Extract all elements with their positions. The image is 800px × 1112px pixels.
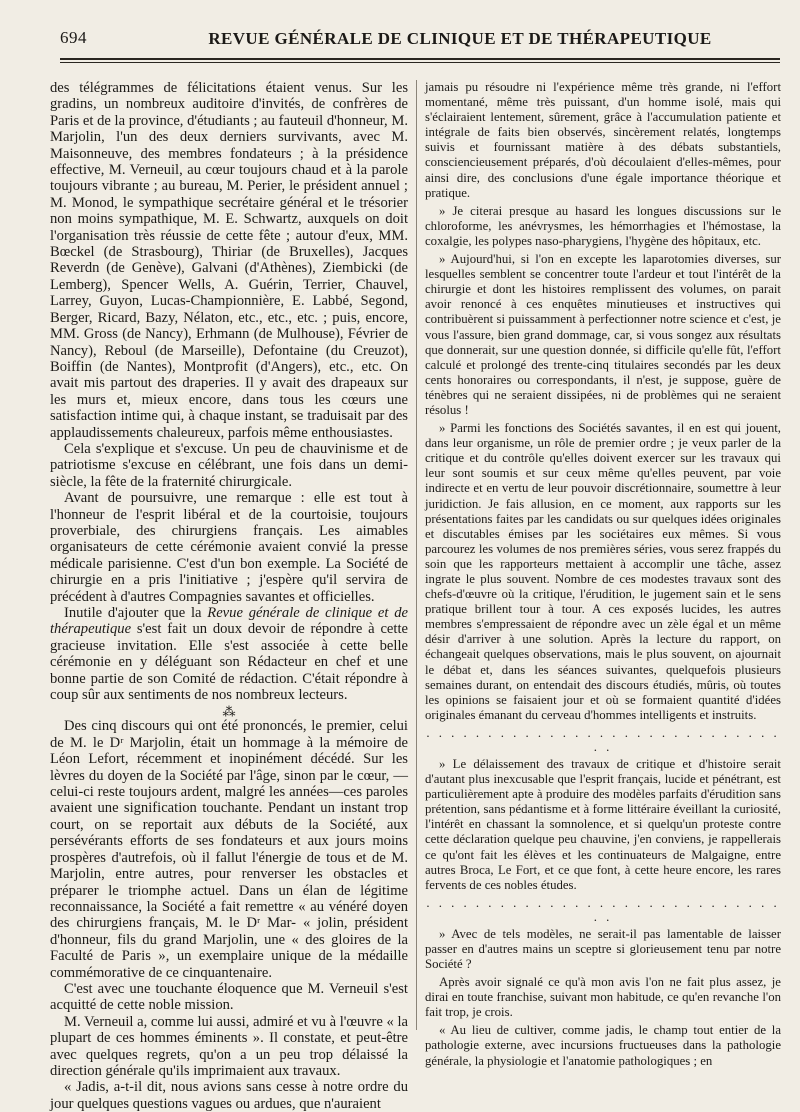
paragraph: C'est avec une touchante éloquence que M. Verneuil s'est acquitté de cette noble mission. bbox=[50, 980, 408, 1014]
text-run: Inutile d'ajouter que la bbox=[64, 605, 208, 621]
paragraph: Cela s'explique et s'excuse. Un peu de chauvinisme et de patriotisme s'excuse en célébrant, une fois dans un demi-siècle, la fête de la fraternité chirurgicale. bbox=[50, 440, 408, 490]
section-asterism: ⁂ bbox=[222, 704, 236, 720]
page-header bbox=[60, 28, 768, 54]
paragraph: » Je citerai presque au hasard les longues discussions sur le chloroforme, les anévrysmes, les hémorrhagies et l'hémostase, la coxalgie, les polypes naso-pharygiens, l'hygène des hôpitaux, etc. bbox=[425, 203, 781, 248]
column-divider bbox=[416, 80, 417, 1030]
ellipsis-line: . . . . . . . . . . . . . . . . . . . . . . . . . . . . . . . bbox=[426, 725, 780, 754]
ellipsis-line: . . . . . . . . . . . . . . . . . . . . . . . . . . . . . . . bbox=[426, 895, 780, 924]
paragraph: des télégrammes de félicitations étaient venus. Sur les gradins, un nombreux auditoire d'invités, de confrères de Paris et de la province, d'étudiants ; au fauteuil d'honneur, M. Marjolin, l'un des deux derniers survivants, avec M. Maisonneuve, des membres fondateurs ; à la présidence effective, M. Verneuil, au cœur toujours chaud et à la parole toujours vibrante ; au bureau, M. Perier, le président annuel ; M. Monod, le sympathique secrétaire général et le trésorier non moins sympathique, M. E. Schwartz, auxquels on doit l'organisation très réussie de cette fête ; autour d'eux, MM. Bœckel (de Strasbourg), Thiriar (de Bruxelles), Jacques Reverdn (de Genève), Galvani (d'Athènes), Ziembicki (de Lemberg), Spencer Wells, A. Guérin, Terrier, Chauvel, Larrey, Guyon, Lucas-Championnière, E. Labbé, Segond, Berger, Ricard, Bazy, Nélaton, etc., etc., etc. ; puis, encore, MM. Gross (de Nancy), Erhmann (de Mulhouse), Février de Nancy), Reboul (de Marseille), Defontaine (du Creuzot), Boiffin (de Nantes), Montprofit (d'Angers), etc., etc. On avait mis partout des draperies. Il y avait des drapeaux sur les murs et, mieux encore, dans tous les cœurs une satisfaction intime qui, à chaque instant, se traduisait par des applaudissements chaleureux, parfois même enthousiastes. bbox=[50, 80, 408, 441]
text-run: s'est fait un doux devoir de répondre à cette gracieuse invitation. Elle s'est associée à cette belle cérémonie en y déléguant son Rédacteur en chef et une bonne partie de son Comité de rédaction. C'était répondre à coup sûr aux sentiments de nos nombreux lecteurs. bbox=[50, 621, 408, 704]
paragraph: Des cinq discours qui ont été prononcés, le premier, celui de M. le Dʳ Marjolin, était un hommage à la mémoire de Léon Lefort, récemment et inopinément décédé. Sur les lèvres du doyen de la Société par l'âge, sinon par le cœur, — celui-ci reste toujours ardent, malgré les années—ces paroles avaient une signification touchante. Pendant un instant trop court, on se reportait aux débuts de la Société, aux persévérants efforts de ses fondateurs et aux jours moins prospères d'autrefois, où il fallut l'énergie de tous et de M. Marjolin, entre autres, pour renverser les obstacles et préparer le triomphe actuel. Dans un élan de légitime reconnaissance, la Société a fait remettre « au vénéré doyen des chirurgiens français, M. le Dʳ Mar- « jolin, président d'honneur, fils du grand Marjolin, une « des gloires de la Faculté de Paris », un exemplaire unique de la médaille commémorative de ce cinquantenaire. bbox=[50, 718, 408, 981]
paragraph: « Jadis, a-t-il dit, nous avions sans cesse à notre ordre du jour quelques questions vagues ou ardues, que n'auraient bbox=[50, 1079, 408, 1112]
header-rule-thin bbox=[60, 62, 780, 63]
paragraph: » Le délaissement des travaux de critique et d'histoire serait d'autant plus inexcusable que l'esprit français, lucide et pénétrant, est particulièrement apte à produire des modèles parfaits d'érudition sans prétention, sans pédantisme et à forme littéraire éveillant la curiosité, l'intérêt en chassant la somnolence, et si quelqu'un proteste contre cette déclaration quelque peu chauvine, j'en conviens, je rappellerais ce qu'ont fait les élèves et les continuateurs de Malgaigne, entre autres Broca, Le Fort, et ce que font, à cette heure encore, les rares fervents de ces nobles études. bbox=[425, 756, 781, 892]
paragraph: M. Verneuil a, comme lui aussi, admiré et vu à l'œuvre « la plupart de ces hommes éminents ». Il constate, et peut-être avec quelques regrets, qu'on a un peu trop délaissé la direction générale qu'ils imprimaient aux travaux. bbox=[50, 1013, 409, 1079]
paragraph: Avant de poursuivre, une remarque : elle est tout à l'honneur de l'esprit libéral et de la courtoisie, toujours proverbiale, des chirurgiens français. Les aimables organisateurs de cette cérémonie avaient convié la presse médicale parisienne. C'est d'un bon exemple. La Société de chirurgie en a pris l'initiative ; j'espère qu'il servira de précédent à d'autres Compagnies savantes et officielles. bbox=[50, 490, 408, 605]
paragraph: Après avoir signalé ce qu'à mon avis l'on ne fait plus assez, je dirai en toute franchise, suivant mon habitude, ce qu'en revanche l'on fait trop, je crois. bbox=[425, 975, 781, 1020]
left-column bbox=[50, 80, 409, 1112]
paragraph: » Aujourd'hui, si l'on en excepte les laparotomies diverses, sur lesquelles semblent se concentrer toute l'ardeur et tout l'intérêt de la chirurgie et dont les histoires remplissent des volumes, on parait avoir renoncé à ces enquêtes minutieuses et instructives qui contribuèrent si puissamment à perfectionner notre science et c'est, je vous l'assure, bien grand dommage, car, si vous songez aux résultats que donnerait, sur une question donnée, si difficile qu'elle fût, l'effort calculé et prolongé des trente-cinq titulaires secondés par les deux cents honoraires ou correspondants, il n'est, je suppose, guère de ténèbres qui ne seraient dissipées, ni de problèmes qui ne seraient résolus ! bbox=[425, 252, 781, 417]
journal-title-italic: Revue générale de clinique et de thérapeutique bbox=[50, 605, 408, 638]
paragraph: jamais pu résoudre ni l'expérience même très grande, ni l'effort momentané, même très puissant, d'un homme isolé, mais qui s'éclairaient lentement, sûrement, grâce à l'accumulation patiente et intégrale de faits bien observés, sincèrement relatés, longtemps suivis et fournissant matière à des débats substantiels, consciencieusement préparés, d'où découlaient d'elles-mêmes, pour ainsi dire, des conclusions d'une égale importance théorique et pratique. bbox=[425, 80, 781, 200]
page-number: 694 bbox=[60, 28, 87, 47]
paragraph: » Avec de tels modèles, ne serait-il pas lamentable de laisser passer en d'autres mains un sceptre si glorieusement tenu par notre Société ? bbox=[425, 926, 781, 971]
paragraph: » Parmi les fonctions des Sociétés savantes, il en est qui jouent, dans leur organisme, un rôle de premier ordre ; je veux parler de la critique et du contrôle qu'elles doivent exercer sur les travaux qui leur sont soumis et sur ceux même qu'elles peuvent, par voie indirecte et en vertu de leur pouvoir discrétionnaire, soumettre à leur juridiction. Je fais allusion, en ce moment, aux rapports sur les présentations faites par les candidats ou sur quelques idées originales et discutables émises par les sociétaires eux mêmes. Si vous parcourez les volumes de nos premières séries, vous serez frappés du soin que les rapporteurs mettaient à accomplir une tâche, assez ingrate le plus souvent. Nombre de ces modestes travaux sont des chefs-d'œuvre où la critique, l'érudition, le jugement sain et le sens pratique brillent tour à tour. A ces exposés lucides, les autres membres s'empressaient de répondre avec un zèle égal et un même désir d'arriver à une solution. Après la lecture du rapport, on échangeait quelques observations, mais le plus souvent, on ajournait le débat et, dans les séances suivantes, quelquefois plusieurs semaines durant, on entendait des discours étudiés, mûris, où toutes les opinions se faisaient jour et où se formaient quantité d'idées originales émanant du cerveau d'hommes intelligents et instruits. bbox=[425, 421, 781, 722]
paragraph bbox=[50, 605, 408, 703]
running-title: REVUE GÉNÉRALE DE CLINIQUE ET DE THÉRAPEUTIQUE bbox=[208, 29, 712, 48]
right-column bbox=[425, 80, 781, 1068]
paragraph: « Au lieu de cultiver, comme jadis, le champ tout entier de la pathologie externe, avec incursions fructueuses dans la pathologie générale, la physiologie et l'anatomie pathologiques ; en bbox=[425, 1023, 781, 1068]
header-rule bbox=[60, 58, 780, 60]
